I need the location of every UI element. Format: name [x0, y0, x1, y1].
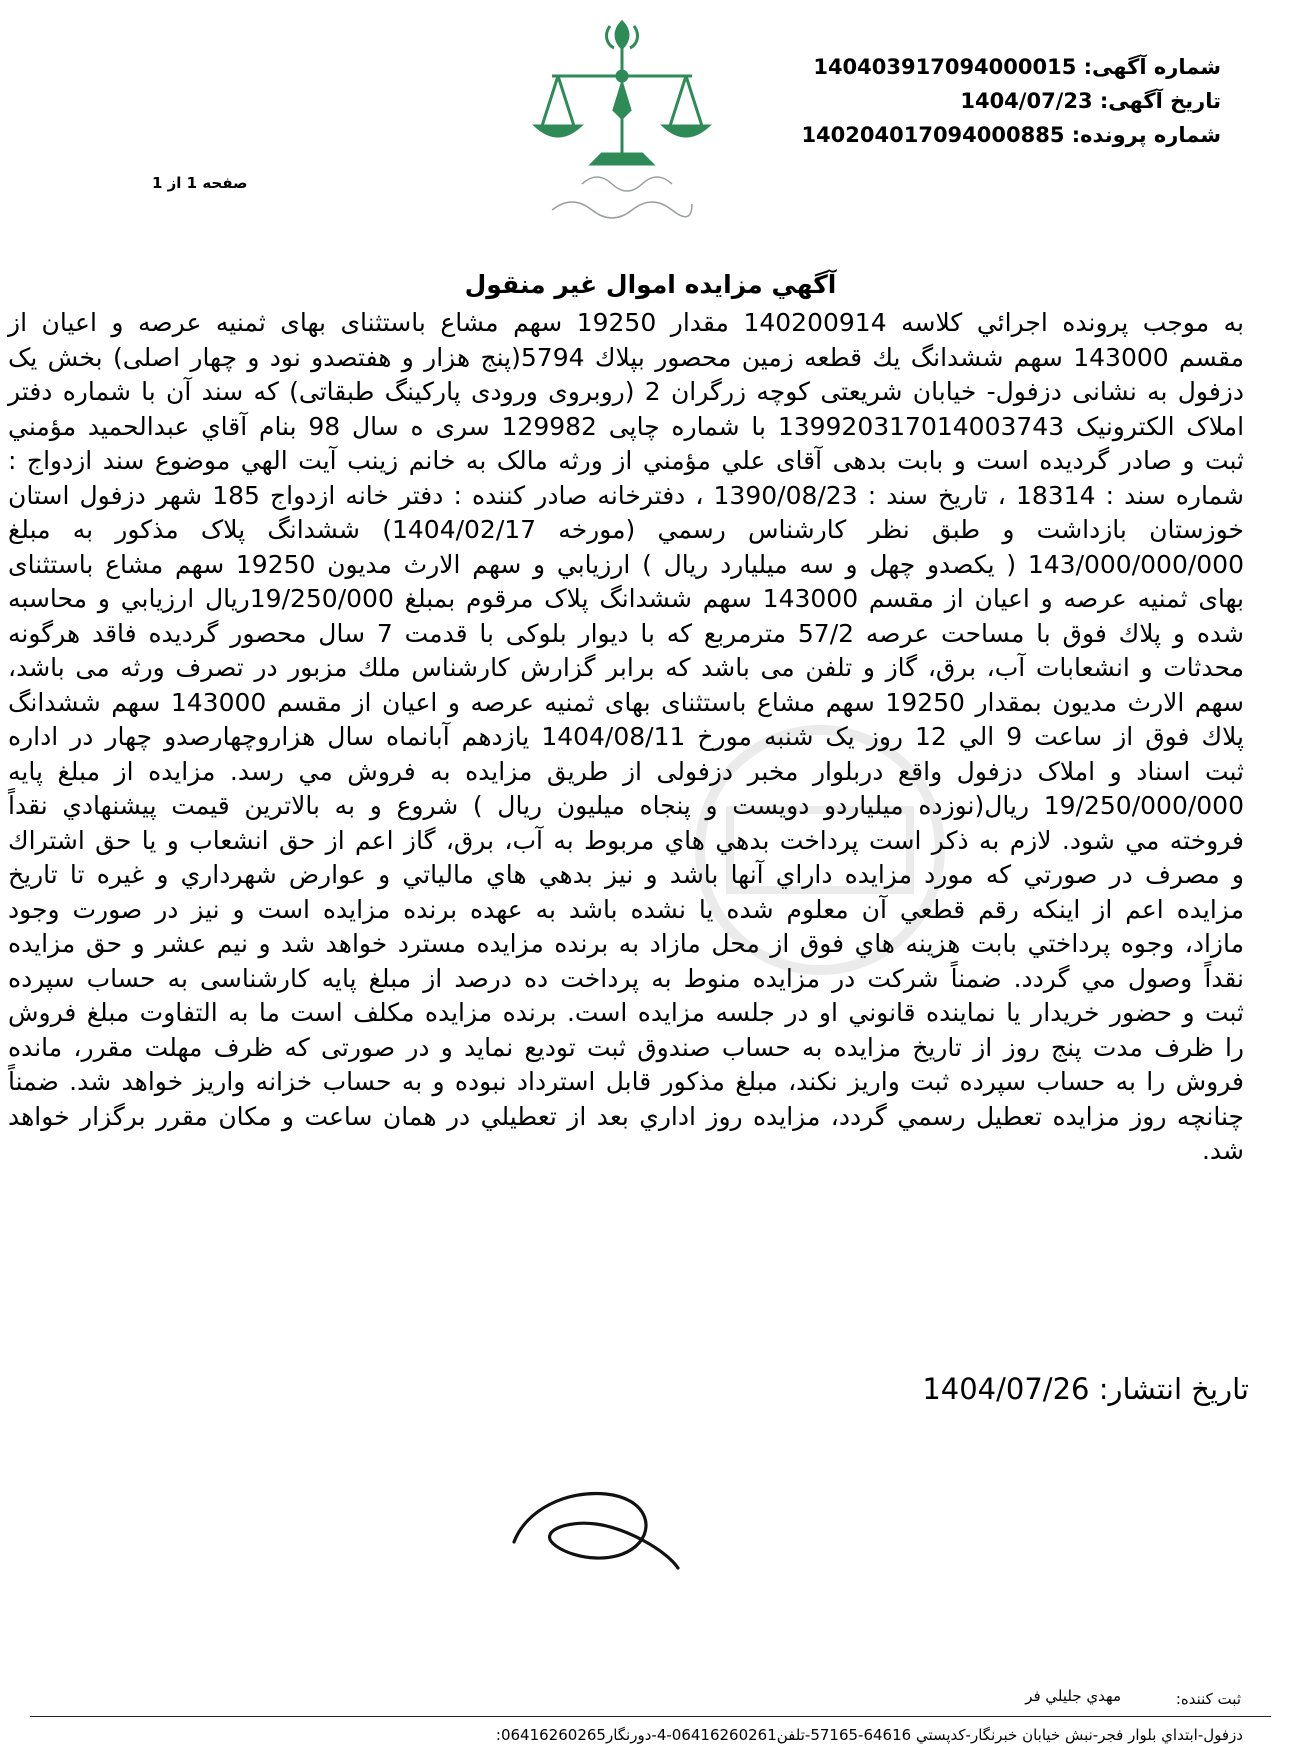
notice-number-row: [813, 52, 1221, 82]
footer-divider: [30, 1716, 1271, 1717]
notice-date-row: [960, 86, 1221, 116]
handwritten-signature: [496, 1450, 686, 1580]
publication-date-row: [922, 1372, 1249, 1406]
case-number-label: شماره پرونده:: [1071, 123, 1221, 147]
registrar-label: ثبت کننده:: [1175, 1690, 1241, 1708]
auction-body-text: به موجب پرونده اجرائي كلاسه 140200914 مقدار 19250 سهم مشاع باستثنای بهای ثمنیه عرصه و اعیان از مقسم 143000 سهم ششدانگ يك قطعه زمين محصور بپلاك 5794(پنج هزار و هفتصدو نود و چهار اصلی) بخش یک دزفول به نشانی دزفول- خیابان شریعتی کوچه زرگران 2 (روبروی ورودی پارکینگ طبقاتی) که سند آن با شماره دفتر املاک الکترونیک 139920317014003743 با شماره چاپی 129982 سری ه سال 98 بنام آقاي عبدالحميد مؤمني ثبت و صادر گرديده است و بابت بدهی آقای علي مؤمني از ورثه مالک به خانم زینب آیت الهي موضوع سند ازدواج : شماره سند : 18314 ، تاریخ سند : 1390/08/23 ، دفترخانه صادر كننده : دفتر خانه ازدواج 185 شهر دزفول استان خوزستان بازداشت و طبق نظر كارشناس رسمي (مورخه 1404/02/17) ششدانگ پلاک مذکور به مبلغ 143/000/000/000 ( یکصدو چهل و سه میلیارد ریال ) ارزيابي و سهم الارث مدیون 19250 سهم مشاع باستثنای بهای ثمنیه عرصه و اعیان از مقسم 143000 سهم ششدانگ پلاک مرقوم بمبلغ 19/250/000ريال ارزيابي و محاسبه شده و پلاك فوق با مساحت عرصه 57/2 مترمربع که با دیوار بلوکی با قدمت 7 سال محصور گردیده فاقد هرگونه محدثات و انشعابات آب، برق، گاز و تلفن می باشد که برابر گزارش کارشناس ملك مزبور در تصرف ورثه می باشد، سهم الارث مدیون بمقدار 19250 سهم مشاع باستثنای بهای ثمنیه عرصه و اعیان از مقسم 143000 سهم ششدانگ پلاك فوق از ساعت 9 الي 12 روز یک شنبه مورخ 1404/08/11 یازدهم آبانماه سال هزاروچهارصدو چهار در اداره ثبت اسناد و املاک دزفول واقع دربلوار مخبر دزفولی از طريق مزايده به فروش مي رسد. مزايده از مبلغ پايه 19/250/000/000 ريال(نوزده میلیاردو دویست و پنجاه میلیون ریال ) شروع و به بالاترين قيمت پيشنهادي نقداً فروخته مي شود. لازم به ذكر است پرداخت بدهي هاي مربوط به آب، برق، گاز اعم از حق انشعاب و يا حق اشتراك و مصرف در صورتي كه مورد مزايده داراي آنها باشد و نيز بدهي هاي مالياتي و عوارض شهرداري و غيره تا تاريخ مزايده اعم از اينكه رقم قطعي آن معلوم شده يا نشده باشد به عهده برنده مزايده است و نيز در صورت وجود مازاد، وجوه پرداختي بابت هزينه هاي فوق از محل مازاد به برنده مزايده مسترد خواهد شد و نيم عشر و حق مزايده نقداً وصول مي گردد. ضمناً شرکت در مزایده منوط به پرداخت ده درصد از مبلغ پایه کارشناسی به حساب سپرده ثبت و حضور خريدار يا نماينده قانوني او در جلسه مزايده است. برنده مزایده مکلف است ما به التفاوت مبلغ فروش را ظرف مدت پنج روز از تاریخ مزایده به حساب صندوق ثبت تودیع نماید و در صورتی که ظرف مهلت مقرر، مانده فروش را به حساب سپرده ثبت واریز نکند، مبلغ مذکور قابل استرداد نبوده و به حساب خزانه واریز خواهد شد. ضمناً چنانچه روز مزايده تعطيل رسمي گردد، مزايده روز اداري بعد از تعطيلي در همان ساعت و مكان مقرر برگزار خواهد شد.: [8, 308, 1245, 1165]
registrar-name: مهدي جليلي فر: [1025, 1687, 1121, 1705]
notice-date-label: تاریخ آگهی:: [1099, 89, 1221, 113]
notice-date-value: 1404/07/23: [960, 89, 1093, 113]
case-number-row: [801, 120, 1221, 150]
notice-number-value: 14040391709400001​5: [813, 55, 1077, 79]
publication-date-value: 1404/07/26: [922, 1372, 1090, 1406]
document-title: آگهي مزايده اموال غير منقول: [464, 270, 837, 299]
page-indicator: صفحه 1 از 1: [152, 174, 248, 192]
case-number-value: 14020401709400088​5: [801, 123, 1065, 147]
footer-address: دزفول-ابتداي بلوار فجر-نبش خيابان خبرنگار-کدپستي 64616-57165-تلفن06416260261-4-دورنگار06416260265:: [495, 1726, 1243, 1744]
notice-number-label: شماره آگهی:: [1083, 55, 1221, 79]
publication-date-label: تاريخ انتشار:: [1098, 1372, 1249, 1406]
judiciary-emblem-icon: [522, 14, 722, 224]
